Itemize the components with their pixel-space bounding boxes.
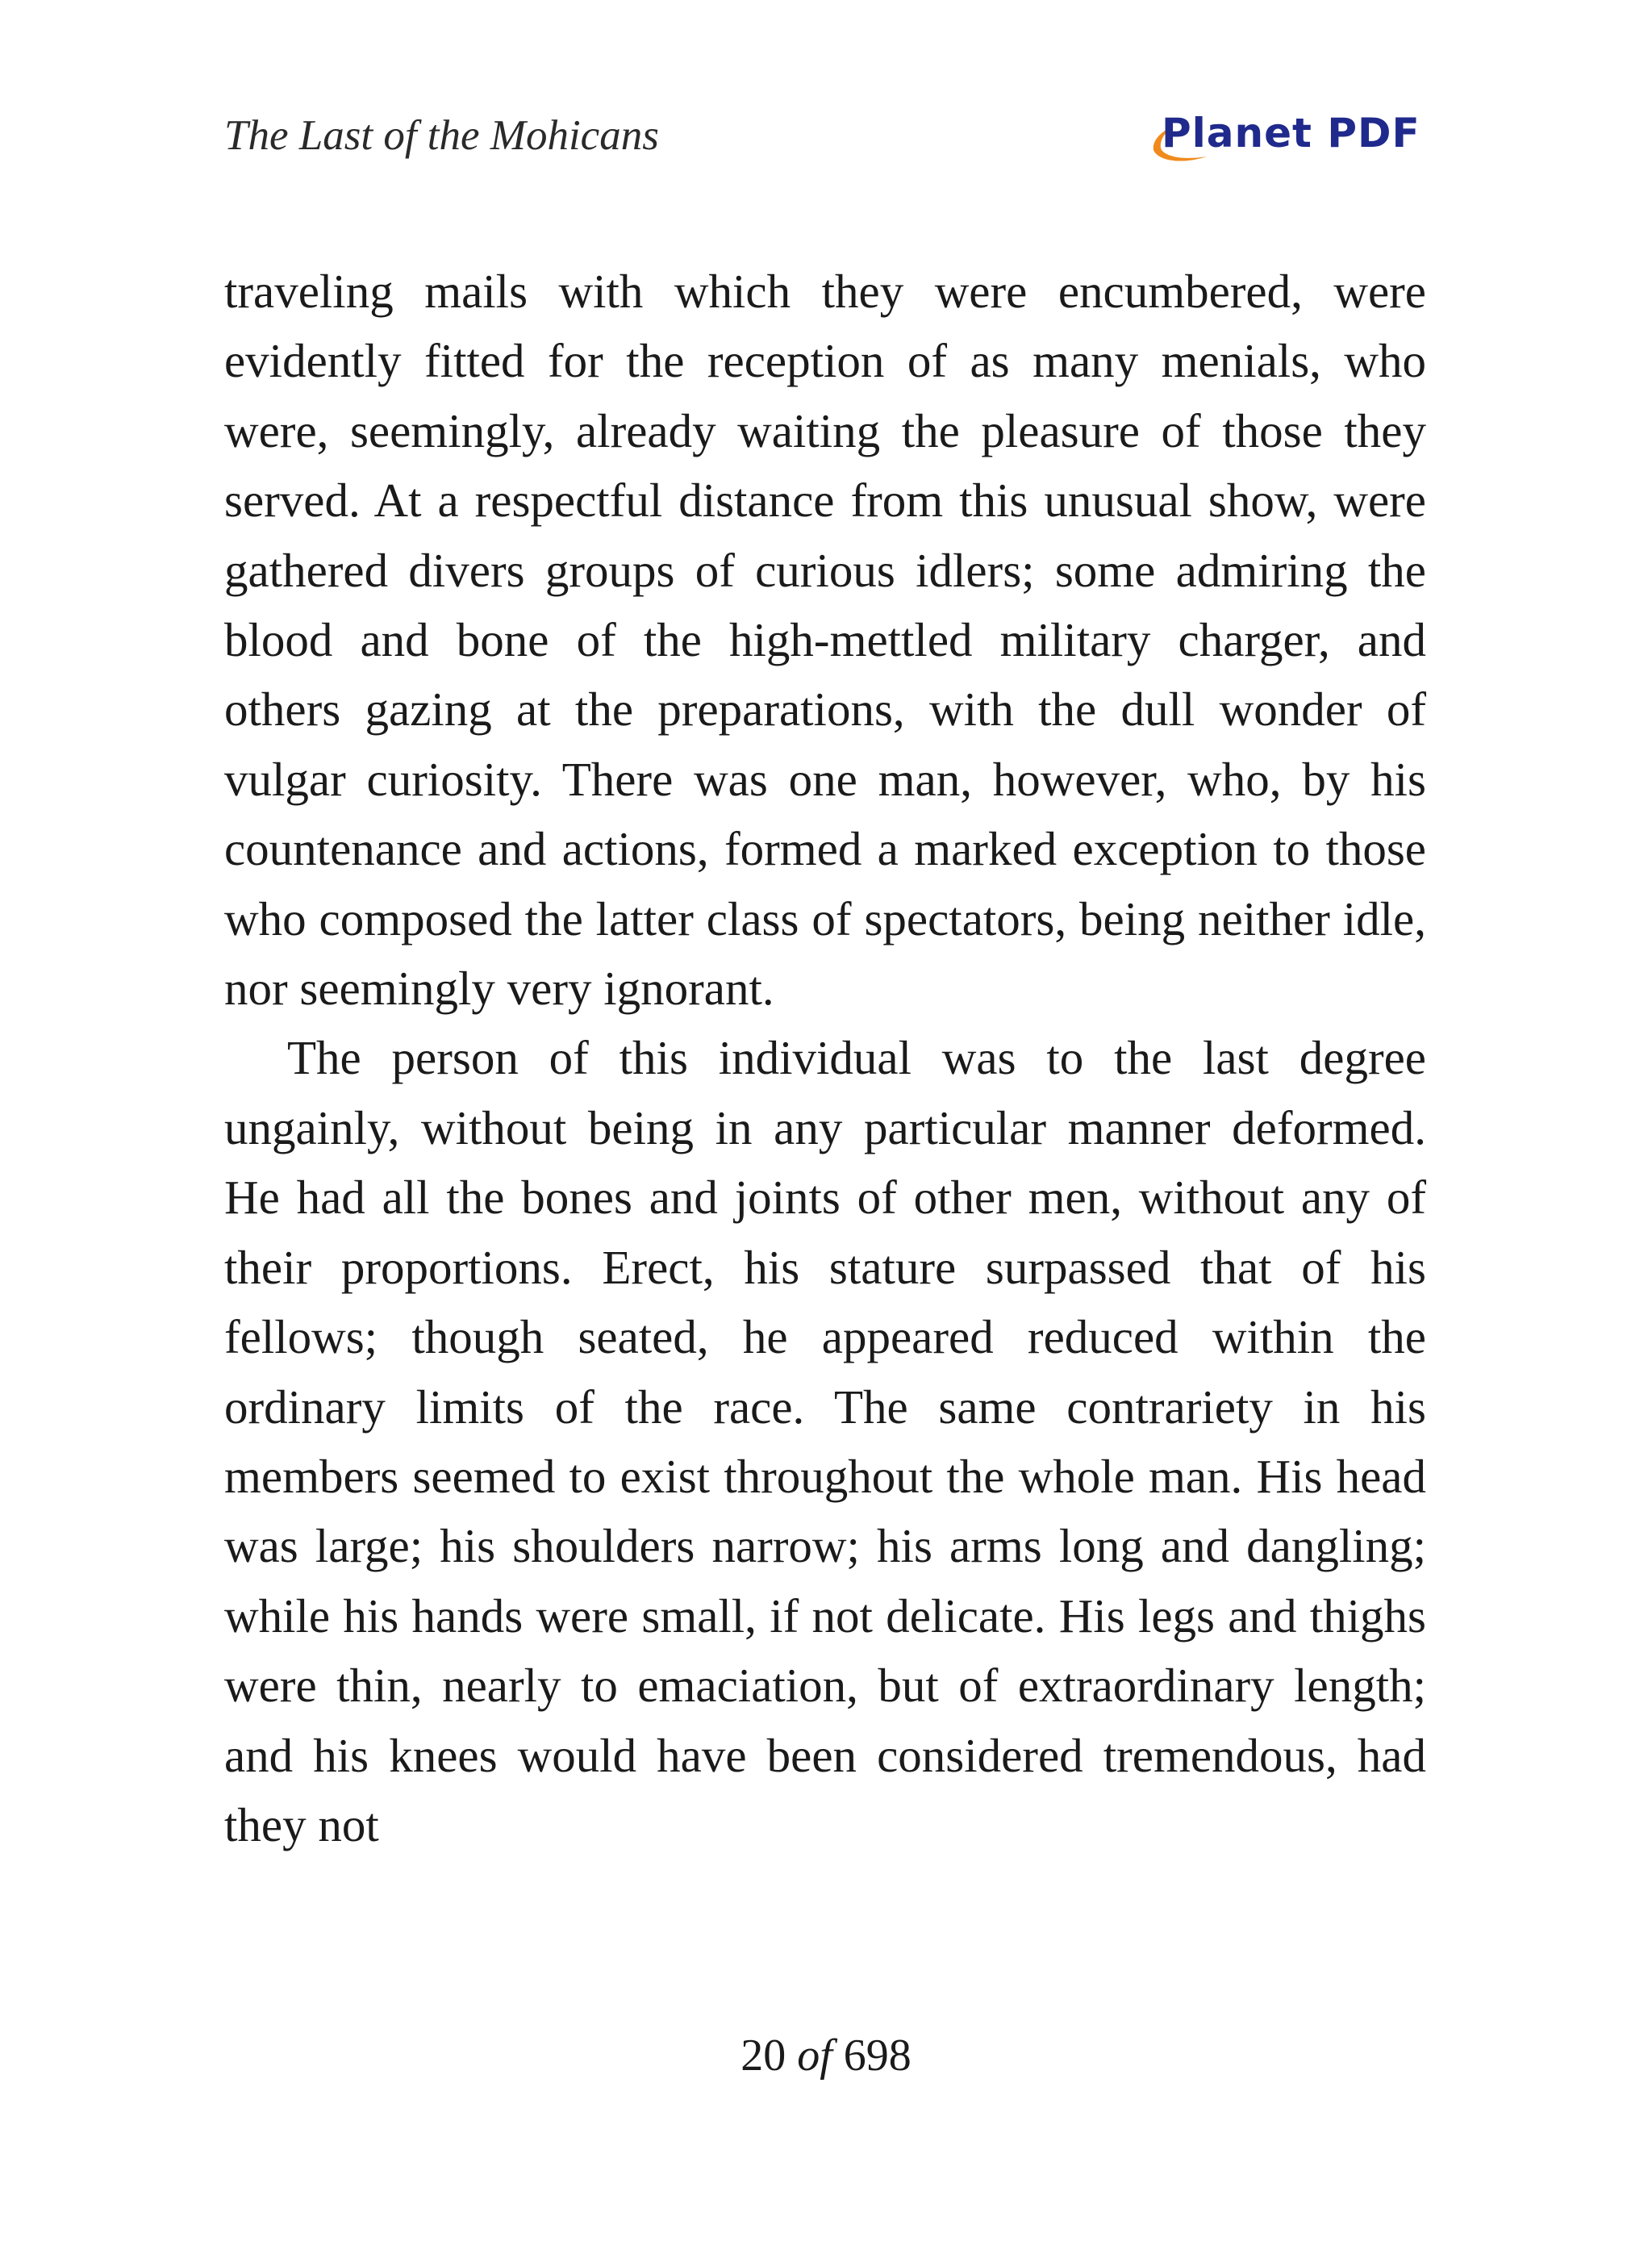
book-title: The Last of the Mohicans [224,112,659,159]
planet-pdf-logo [1150,108,1420,166]
page-header [224,103,1434,168]
current-page: 20 [740,2031,786,2081]
logo-text: Planet PDF [1162,110,1420,157]
paragraph-continued: traveling mails with which they were encumbered, were evidently fitted for the reception of as many menials, who were, seemingly, already waiting the pleasure of those they served. At a respectful distance from this unusual show, were gathered divers groups of curious idlers; some admiring the blood and bone of the high-mettled military charger, and others gazing at the preparations, with the dull wonder of vulgar curiosity. There was one man, however, who, by his countenance and actions, formed a marked exception to those who composed the latter class of spectators, being neither idle, nor seemingly very ignorant. [224,265,1426,1016]
body-text [224,257,1426,1860]
page-number [0,2023,1652,2088]
total-pages: 698 [843,2031,912,2081]
page-of-label: of [797,2031,832,2081]
paragraph: The person of this individual was to the last degree ungainly, without being in any particular manner deformed. He had all the bones and joints of other men, without any of their proportions. Erect, his stature surpassed that of his fellows; though seated, he appeared reduced within the ordinary limits of the race. The same contrariety in his members seemed to exist throughout the whole man. His head was large; his shoulders narrow; his arms long and dangling; while his hands were small, if not delicate. His legs and thighs were thin, nearly to emaciation, but of extraordinary length; and his knees would have been considered tremendous, had they not [224,1031,1426,1851]
